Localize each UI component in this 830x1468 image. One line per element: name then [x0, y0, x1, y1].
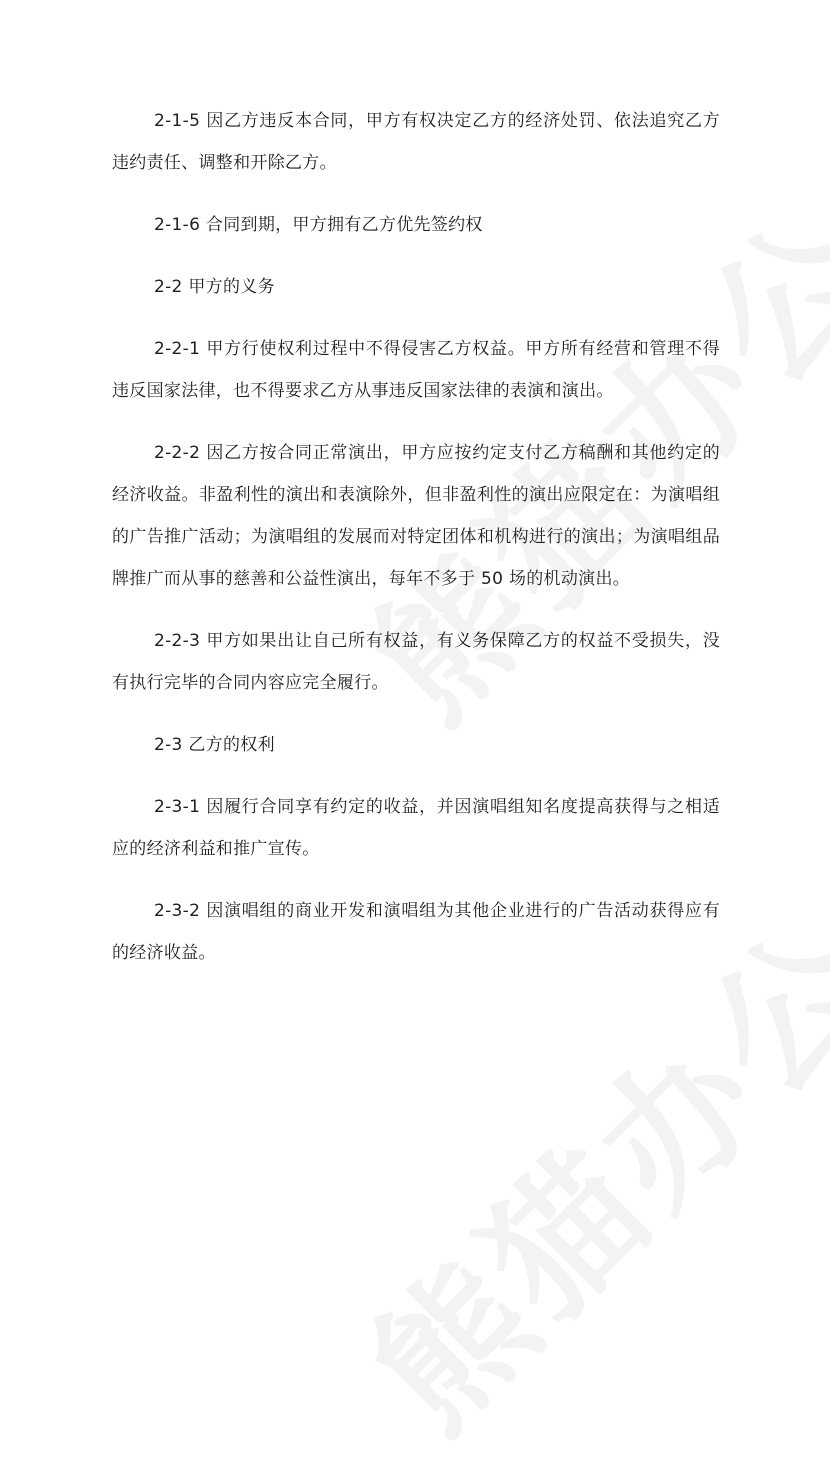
paragraph-2-1-5: 2-1-5 因乙方违反本合同，甲方有权决定乙方的经济处罚、依法追究乙方违约责任、调整和开除乙方。: [112, 111, 720, 173]
paragraph-2-2-3: 2-2-3 甲方如果出让自己所有权益，有义务保障乙方的权益不受损失，没有执行完毕的合同内容应完全履行。: [112, 631, 720, 693]
paragraph-2-3-1: 2-3-1 因履行合同享有约定的收益，并因演唱组知名度提高获得与之相适应的经济利益和推广宣传。: [112, 797, 720, 859]
section-heading-2-2: 2-2 甲方的义务: [154, 277, 275, 297]
document-body: [112, 100, 720, 994]
section-heading-2-3: 2-3 乙方的权利: [154, 735, 275, 755]
paragraph-2-1-6: 2-1-6 合同到期，甲方拥有乙方优先签约权: [154, 215, 483, 235]
paragraph-2-3-2: 2-3-2 因演唱组的商业开发和演唱组为其他企业进行的广告活动获得应有的经济收益。: [112, 901, 720, 963]
paragraph-2-2-1: 2-2-1 甲方行使权利过程中不得侵害乙方权益。甲方所有经营和管理不得违反国家法律，也不得要求乙方从事违反国家法律的表演和演出。: [112, 339, 720, 401]
paragraph-2-2-2: 2-2-2 因乙方按合同正常演出，甲方应按约定支付乙方稿酬和其他约定的经济收益。非盈利性的演出和表演除外，但非盈利性的演出应限定在：为演唱组的广告推广活动；为演唱组的发展而对特定团体和机构进行的演出；为演唱组品牌推广而从事的慈善和公益性演出，每年不多于 50 场的机动演出。: [112, 443, 720, 589]
